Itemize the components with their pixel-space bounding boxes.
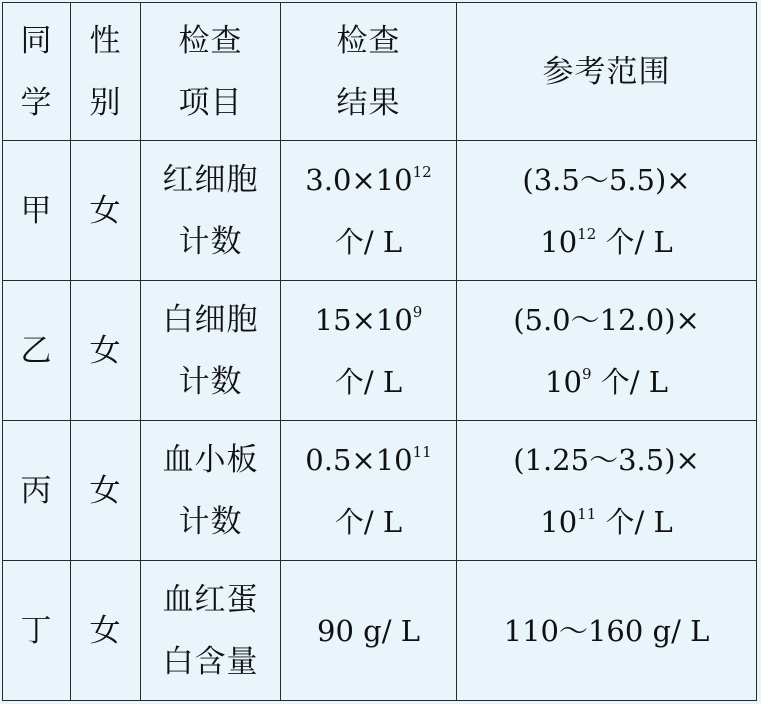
- header-item: [141, 3, 281, 141]
- result-exponent: 12: [412, 162, 432, 181]
- header-result-line-1: 检查: [336, 22, 401, 59]
- header-sex: [71, 3, 141, 141]
- header-sex-line-1: 性: [89, 22, 122, 59]
- result-base: 15×10: [314, 302, 413, 337]
- table-row: [3, 141, 757, 281]
- result-value: [305, 149, 431, 211]
- student-sex: 女: [89, 472, 122, 509]
- student-sex: 女: [89, 332, 122, 369]
- range-base: 10: [545, 364, 582, 399]
- range-exponent: 11: [577, 504, 597, 523]
- range-exponent: 12: [577, 224, 597, 243]
- cell-result: [281, 421, 457, 561]
- student-name: 乙: [20, 332, 53, 369]
- student-sex: 女: [89, 612, 122, 649]
- cell-item: [141, 561, 281, 701]
- header-item-line-2: 项目: [178, 84, 243, 121]
- result-exponent: 11: [412, 442, 432, 461]
- range-value: 110～160 g/ L: [503, 613, 710, 648]
- range-line-1: (5.0～12.0)×: [513, 302, 700, 337]
- header-range-label: 参考范围: [542, 53, 671, 90]
- result-unit: 个/ L: [334, 364, 403, 399]
- cell-range: [457, 561, 757, 701]
- range-unit: 个/ L: [596, 504, 673, 539]
- range-exponent: 9: [581, 364, 592, 383]
- header-student-line-1: 同: [20, 22, 53, 59]
- cell-range: [457, 421, 757, 561]
- header-student-line-2: 学: [20, 84, 53, 121]
- student-sex: 女: [89, 192, 122, 229]
- cell-sex: [71, 281, 141, 421]
- cell-item: [141, 421, 281, 561]
- result-unit: 个/ L: [334, 504, 403, 539]
- result-base: 0.5×10: [305, 442, 413, 477]
- header-result-line-2: 结果: [336, 84, 401, 121]
- range-base: 10: [540, 504, 578, 539]
- cell-sex: [71, 561, 141, 701]
- header-range: [457, 3, 757, 141]
- cell-student: [3, 141, 71, 281]
- range-line-2: [540, 211, 672, 273]
- cell-student: [3, 421, 71, 561]
- blood-test-table: [2, 2, 757, 701]
- cell-range: [457, 141, 757, 281]
- table-row: [3, 561, 757, 701]
- table-row: [3, 281, 757, 421]
- range-line-2: [540, 491, 672, 553]
- table-row: [3, 421, 757, 561]
- header-row: [3, 3, 757, 141]
- header-item-line-1: 检查: [178, 22, 243, 59]
- cell-item: [141, 281, 281, 421]
- header-student: [3, 3, 71, 141]
- range-line-2: [545, 351, 668, 413]
- range-line-1: (3.5～5.5)×: [522, 162, 691, 197]
- range-unit: 个/ L: [591, 364, 668, 399]
- cell-student: [3, 561, 71, 701]
- item-line-2: 计数: [178, 223, 243, 260]
- student-name: 丙: [20, 472, 53, 509]
- range-unit: 个/ L: [596, 224, 673, 259]
- item-line-1: 红细胞: [162, 161, 259, 198]
- item-line-2: 白含量: [162, 643, 259, 680]
- range-base: 10: [540, 224, 578, 259]
- cell-sex: [71, 421, 141, 561]
- cell-item: [141, 141, 281, 281]
- cell-result: [281, 281, 457, 421]
- result-base: 3.0×10: [305, 162, 413, 197]
- header-sex-line-2: 别: [89, 84, 122, 121]
- result-exponent: 9: [412, 302, 423, 321]
- cell-sex: [71, 141, 141, 281]
- item-line-1: 白细胞: [162, 301, 259, 338]
- cell-range: [457, 281, 757, 421]
- result-unit: 个/ L: [334, 224, 403, 259]
- item-line-2: 计数: [178, 363, 243, 400]
- item-line-1: 血小板: [162, 441, 259, 478]
- header-result: [281, 3, 457, 141]
- result-value: [315, 289, 423, 351]
- student-name: 丁: [20, 612, 53, 649]
- cell-result: [281, 141, 457, 281]
- result-value: [305, 429, 431, 491]
- student-name: 甲: [20, 192, 53, 229]
- item-line-2: 计数: [178, 503, 243, 540]
- cell-result: [281, 561, 457, 701]
- result-value: 90 g/ L: [317, 613, 420, 648]
- item-line-1: 血红蛋: [162, 581, 259, 618]
- range-line-1: (1.25～3.5)×: [513, 442, 700, 477]
- cell-student: [3, 281, 71, 421]
